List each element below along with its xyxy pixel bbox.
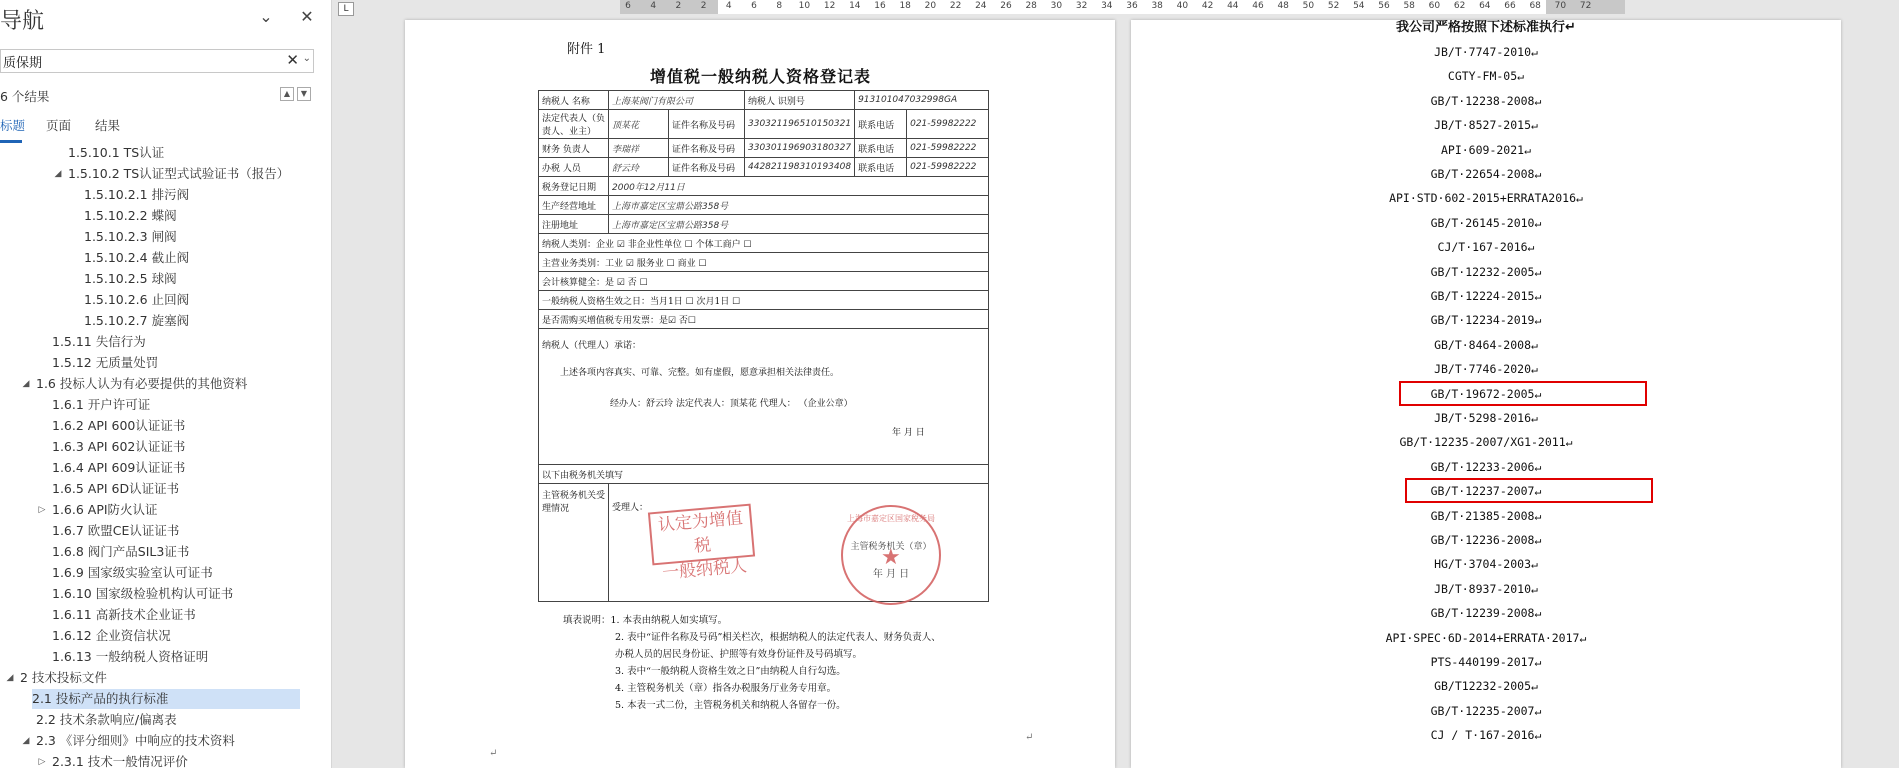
close-icon[interactable]: ✕	[300, 7, 314, 26]
nav-tree-item-label: 1.6.13 一般纳税人资格证明	[52, 649, 209, 664]
chevron-down-icon[interactable]: ⌄	[259, 7, 273, 26]
cell-label: 证件名称及号码	[669, 158, 745, 177]
ruler-tick-label: 56	[1378, 1, 1390, 11]
cell-value: 上海市嘉定区宝鼎公路358号	[609, 215, 989, 234]
standard-item: GB/T·8464-2008↵	[1434, 337, 1538, 352]
nav-tree-item-label: 1.6.7 欧盟CE认证证书	[52, 523, 180, 538]
nav-tree-item-label: 1.5.10.2.1 排污阀	[84, 187, 190, 202]
standard-item: GB/T·12234-2019↵	[1430, 313, 1542, 328]
ruler-tick-label: 2	[700, 1, 707, 11]
nav-tree-item-label: 1.6.10 国家级检验机构认可证书	[52, 586, 234, 601]
cell-label: 联系电话	[855, 158, 907, 177]
standard-item: CJ / T·167-2016↵	[1430, 728, 1542, 743]
nav-tree-item[interactable]	[0, 395, 320, 415]
standard-item: JB/T·7747-2010↵	[1434, 45, 1538, 59]
standard-item: GB/T·12236-2008↵	[1430, 533, 1542, 547]
nav-tree-item-label: 2.1 投标产品的执行标准	[32, 691, 169, 706]
nav-tree-item-label: 1.6.9 国家级实验室认可证书	[52, 565, 213, 580]
collapse-triangle-icon[interactable]: ◢	[22, 379, 30, 389]
nav-tree-item[interactable]	[0, 164, 320, 184]
nav-tree-item-label: 1.6.11 高新技术企业证书	[52, 607, 196, 622]
tab-headings[interactable]: 标题	[0, 118, 26, 133]
standard-item: JB/T·8937-2010↵	[1434, 581, 1538, 596]
ruler-tick-label: 16	[874, 1, 886, 11]
stamp-line: 认定为增值税	[657, 508, 744, 557]
standard-item: GB/T·21385-2008↵	[1430, 508, 1542, 523]
ruler-tick-label: 36	[1126, 1, 1138, 11]
paragraph-mark: ↵	[1025, 732, 1034, 743]
nav-tree-item[interactable]	[0, 185, 320, 205]
ruler-tick-label: 10	[798, 1, 811, 11]
table-row	[539, 110, 989, 139]
pledge-text: 上述各项内容真实、可靠、完整。如有虚假，愿意承担相关法律责任。	[560, 368, 840, 378]
cell-label: 纳税人 识别号	[745, 91, 855, 110]
ruler-tick-label: 24	[975, 1, 987, 11]
seal-ring-text: 上海市嘉定区国家税务局	[847, 514, 935, 523]
ruler-tick-label: 44	[1227, 1, 1239, 11]
ruler-tick-label: 64	[1479, 1, 1491, 11]
standard-item: API·609-2021↵	[1440, 142, 1531, 157]
standard-item: PTS-440199-2017↵	[1430, 655, 1542, 669]
standard-item: JB/T·5298-2016↵	[1434, 411, 1538, 425]
nav-tree-item[interactable]	[0, 206, 320, 226]
highlight-box	[1399, 381, 1647, 406]
cell-label: 办税 人员	[539, 158, 609, 177]
collapse-triangle-icon[interactable]: ◢	[54, 169, 62, 179]
ruler-tick-label: 4	[725, 1, 732, 11]
ruler-tick-label: 58	[1403, 1, 1415, 11]
cell-label: 注册地址	[539, 215, 609, 234]
cell-label: 证件名称及号码	[669, 110, 745, 139]
table-row	[539, 465, 989, 484]
cell-value: 913101047032998GA	[855, 91, 989, 110]
highlight-box	[1405, 478, 1653, 503]
nav-tree-item[interactable]	[0, 227, 320, 247]
expand-triangle-icon[interactable]: ▷	[38, 505, 46, 515]
cell-value: 021-59982222	[907, 139, 989, 158]
collapse-triangle-icon[interactable]: ◢	[6, 673, 14, 683]
attachment-label: 附件 1	[567, 42, 606, 57]
nav-tree-item[interactable]	[0, 500, 320, 520]
standard-item: GB/T·12235-2007/XG1-2011↵	[1399, 435, 1573, 450]
cell-label: 联系电话	[855, 110, 907, 139]
ruler-tick-label: 30	[1050, 1, 1063, 11]
ruler-tick-label: 38	[1151, 1, 1163, 11]
nav-tree-item-label: 1.5.10.2.2 蝶阀	[84, 208, 177, 223]
cell-label: 证件名称及号码	[669, 139, 745, 158]
tab-pages[interactable]: 页面	[46, 118, 72, 133]
cell-value: 舒云玲	[609, 158, 669, 177]
table-row	[539, 272, 989, 291]
navigation-pane	[0, 0, 332, 768]
tab-results[interactable]: 结果	[95, 118, 121, 133]
nav-tree-item[interactable]	[0, 626, 320, 646]
ruler-tick-label: 66	[1504, 1, 1516, 11]
tax-office-label: 主管税务机关受理情况	[539, 484, 609, 602]
ruler-tick-label: 50	[1302, 1, 1315, 11]
table-row	[539, 291, 989, 310]
nav-tree-item[interactable]	[0, 458, 320, 478]
cell-value: 顶某花	[609, 110, 669, 139]
table-row	[539, 139, 989, 158]
standard-item: API·STD·602-2015+ERRATA2016↵	[1389, 191, 1583, 206]
cell-value: 上海某阀门有限公司	[609, 91, 745, 110]
nav-tree-item-label: 1.5.10.2.4 截止阀	[84, 250, 190, 265]
notes-title: 填表说明：1. 本表由纳税人如实填写。	[563, 615, 728, 626]
table-row	[539, 310, 989, 329]
nav-tree-item-label: 1.6.6 API防火认证	[52, 502, 158, 517]
nav-tree-item[interactable]	[0, 143, 320, 163]
standards-heading: 我公司严格按照下述标准执行↵	[1396, 20, 1576, 35]
search-input[interactable]	[1, 50, 271, 72]
ruler-tick-label: 52	[1327, 1, 1340, 11]
nav-tree-item-label: 1.6 投标人认为有必要提供的其他资料	[36, 376, 248, 391]
ruler-tick-label: 54	[1353, 1, 1365, 11]
tab-stop-selector[interactable]: L	[338, 2, 354, 16]
standard-item: CJ/T·167-2016↵	[1437, 240, 1535, 255]
nav-tree-item[interactable]	[0, 605, 320, 625]
note-line: 2. 表中“证件名称及号码”相关栏次，根据纳税人的法定代表人、财务负责人、	[615, 632, 941, 643]
nav-tree-item[interactable]	[0, 668, 320, 688]
cell-label: 财务 负责人	[539, 139, 609, 158]
ruler-tick-label: 12	[823, 1, 836, 11]
nav-tree-item[interactable]	[0, 479, 320, 499]
paragraph-mark: ↵	[489, 748, 498, 759]
ruler-tick-label: 32	[1075, 1, 1088, 11]
cell-value: 442821198310193408	[745, 158, 855, 177]
clear-icon[interactable]: ✕	[286, 51, 299, 69]
nav-tree-item[interactable]	[0, 542, 320, 562]
ruler-tick-label: 8	[776, 1, 783, 11]
star-icon: ★	[881, 545, 901, 570]
ruler-tick-label: 34	[1101, 1, 1113, 11]
nav-tree-item-label: 2.3 《评分细则》中响应的技术资料	[36, 733, 235, 748]
note-line: 3. 表中“一般纳税人资格生效之日”由纳税人自行勾选。	[615, 666, 846, 677]
nav-tree-item[interactable]	[0, 290, 320, 310]
nav-tree-item-label: 1.5.12 无质量处罚	[52, 355, 159, 370]
table-row	[539, 158, 989, 177]
receiver-label: 受理人：	[609, 484, 989, 602]
nav-tree-item[interactable]	[0, 269, 320, 289]
cell-value: 上海市嘉定区宝鼎公路358号	[609, 196, 989, 215]
cell-label: 联系电话	[855, 139, 907, 158]
nav-tree-item-label: 1.5.11 失信行为	[52, 334, 146, 349]
table-row	[539, 177, 989, 196]
standard-item: JB/T·7746-2020↵	[1434, 362, 1538, 377]
nav-tree-item[interactable]	[32, 689, 300, 709]
result-count: 6 个结果	[0, 89, 50, 104]
tax-office-header: 以下由税务机关填写	[539, 465, 989, 484]
search-box[interactable]	[0, 49, 314, 73]
seal-date: 年 月 日	[872, 569, 910, 580]
nav-tree-item[interactable]	[0, 647, 320, 667]
cell-label: 法定代表人（负责人、业主）	[539, 110, 609, 139]
previous-result-icon[interactable]: ▲	[280, 87, 294, 101]
standard-item: GB/T·12238-2008↵	[1430, 93, 1542, 108]
ruler-tick-label: 72	[1579, 1, 1592, 11]
table-row	[539, 329, 989, 465]
nav-tree-item[interactable]	[0, 710, 320, 730]
nav-tree-item-label: 1.5.10.1 TS认证	[68, 145, 165, 160]
standard-item: GB/T·12235-2007↵	[1430, 703, 1542, 718]
cell-value: 330321196510150321	[745, 110, 855, 139]
table-row	[539, 196, 989, 215]
cell-value: 2000年12月11日	[609, 177, 989, 196]
nav-tree-item-label: 1.5.10.2.6 止回阀	[84, 292, 190, 307]
note-line: 4. 主管税务机关（章）指各办税服务厅业务专用章。	[615, 683, 837, 694]
check-row: 是否需购买增值税专用发票：是☑ 否☐	[539, 310, 989, 329]
cell-value: 021-59982222	[907, 110, 989, 139]
nav-tree-item-label: 1.6.3 API 602认证证书	[52, 439, 186, 454]
nav-tree-item-label: 1.5.10.2 TS认证型式试验证书（报告）	[68, 166, 290, 181]
nav-tree-item[interactable]	[0, 752, 320, 768]
nav-tree-item-label: 1.5.10.2.3 闸阀	[84, 229, 177, 244]
table-row	[539, 253, 989, 272]
ruler-tick-label: 48	[1277, 1, 1289, 11]
check-row: 主营业务类别：工业 ☑ 服务业 ☐ 商业 ☐	[539, 253, 989, 272]
document-page-left[interactable]	[405, 20, 1115, 768]
ruler-tick-label: 68	[1529, 1, 1541, 11]
nav-tree-item-label: 1.6.5 API 6D认证证书	[52, 481, 180, 496]
table-row	[539, 215, 989, 234]
nav-tree-item[interactable]	[0, 731, 320, 751]
nav-tree-item[interactable]	[0, 563, 320, 583]
search-options-chevron-icon[interactable]: ⌄	[302, 53, 311, 64]
nav-tree-item-label: 2.2 技术条款响应/偏离表	[36, 712, 177, 727]
standard-item: JB/T·8527-2015↵	[1434, 118, 1538, 133]
table-row	[539, 234, 989, 253]
standard-item: GB/T·12239-2008↵	[1430, 606, 1542, 621]
nav-tree-item[interactable]	[0, 248, 320, 268]
standard-item: GB/T·12233-2006↵	[1430, 459, 1542, 474]
ruler-tick-label: 26	[1000, 1, 1012, 11]
nav-tree-item[interactable]	[0, 437, 320, 457]
nav-tree-item-label: 1.6.1 开户许可证	[52, 397, 151, 412]
nav-title: 导航	[0, 9, 45, 34]
ruler-tick-label: 28	[1025, 1, 1037, 11]
note-line: 办税人员的居民身份证、护照等有效身份证件及号码填写。	[615, 649, 863, 660]
nav-tree-item-label: 2.3.1 技术一般情况评价	[52, 754, 188, 768]
table-row	[539, 91, 989, 110]
seal-caption: 主管税务机关（章）	[850, 542, 932, 552]
stamp-line: 一般纳税人	[661, 556, 748, 584]
nav-tree-item[interactable]	[0, 332, 320, 352]
scanned-tax-form	[405, 20, 1115, 768]
sign-line: 经办人：舒云玲 法定代表人：顶某花 代理人： （企业公章）	[610, 399, 853, 409]
pledge-cell	[539, 329, 989, 465]
nav-tree-item-label: 1.6.4 API 609认证证书	[52, 460, 186, 475]
standard-item: API·SPEC·6D-2014+ERRATA·2017↵	[1385, 630, 1587, 645]
ruler-tick-label: 18	[899, 1, 911, 11]
nav-tree-item[interactable]	[0, 584, 320, 604]
ruler-tick-label: 42	[1201, 1, 1214, 11]
nav-tree-item-label: 1.6.2 API 600认证证书	[52, 418, 186, 433]
standard-item: GB/T·26145-2010↵	[1430, 215, 1542, 230]
standard-item: GB/T12232-2005↵	[1434, 679, 1538, 694]
ruler-tick-label: 60	[1428, 1, 1441, 11]
ruler-tick-label: 6	[751, 1, 757, 11]
check-row: 一般纳税人资格生效之日：当月1日 ☐ 次月1日 ☐	[539, 291, 989, 310]
ruler-tick-label: 4	[650, 1, 657, 11]
check-row: 会计核算健全：是 ☑ 否 ☐	[539, 272, 989, 291]
nav-tree-item-label: 1.6.8 阀门产品SIL3证书	[52, 544, 190, 559]
collapse-triangle-icon[interactable]: ◢	[22, 736, 30, 746]
nav-tree-item-label: 1.6.12 企业资信状况	[52, 628, 171, 643]
ruler-tick-label: 46	[1252, 1, 1264, 11]
pledge-date: 年 月 日	[892, 428, 925, 438]
cell-value: 李瑞祥	[609, 139, 669, 158]
ruler-tick-label: 14	[849, 1, 861, 11]
nav-tree-item[interactable]	[0, 311, 320, 331]
standard-item: GB/T·22654-2008↵	[1430, 167, 1542, 181]
cell-value: 021-59982222	[907, 158, 989, 177]
ruler-tick-label: 20	[924, 1, 937, 11]
standard-item: CGTY-FM-05↵	[1447, 69, 1525, 84]
next-result-icon[interactable]: ▼	[297, 87, 311, 101]
ruler-tick-label: 62	[1453, 1, 1466, 11]
cell-label: 税务登记日期	[539, 177, 609, 196]
standard-item: HG/T·3704-2003↵	[1434, 557, 1538, 572]
cell-label: 纳税人 名称	[539, 91, 609, 110]
check-row: 纳税人类别：企业 ☑ 非企业性单位 ☐ 个体工商户 ☐	[539, 234, 989, 253]
ruler-tick-label: 22	[949, 1, 962, 11]
form-title: 增值税一般纳税人资格登记表	[650, 67, 872, 86]
nav-tree-item[interactable]	[0, 353, 320, 373]
nav-tree-item-label: 2 技术投标文件	[20, 670, 107, 685]
nav-tree-item[interactable]	[0, 521, 320, 541]
cell-value: 330301196903180327	[745, 139, 855, 158]
expand-triangle-icon[interactable]: ▷	[38, 757, 46, 767]
ruler-tick-label: 2	[675, 1, 682, 11]
standard-item: GB/T·12232-2005↵	[1430, 264, 1542, 279]
nav-tree-item[interactable]	[0, 416, 320, 436]
standard-item: GB/T·12224-2015↵	[1430, 289, 1542, 303]
tax-office-seal	[841, 505, 941, 605]
ruler-tick-label: 70	[1554, 1, 1567, 11]
ruler-tick-label: 40	[1176, 1, 1189, 11]
approval-stamp	[648, 504, 755, 584]
document-page-right[interactable]	[1131, 20, 1841, 768]
ruler-tick-label: 6	[625, 1, 631, 11]
standard-item: GB/T·12237-2007↵	[1430, 484, 1542, 499]
pledge-title: 纳税人（代理人）承诺：	[542, 341, 642, 351]
note-line: 5. 本表一式二份，主管税务机关和纳税人各留存一份。	[615, 700, 846, 711]
nav-tree-item[interactable]	[0, 374, 320, 394]
nav-tree-item-label: 1.5.10.2.5 球阀	[84, 271, 177, 286]
cell-label: 生产经营地址	[539, 196, 609, 215]
nav-tree-item-label: 1.5.10.2.7 旋塞阀	[84, 313, 190, 328]
standard-item: GB/T·19672-2005↵	[1430, 386, 1542, 401]
